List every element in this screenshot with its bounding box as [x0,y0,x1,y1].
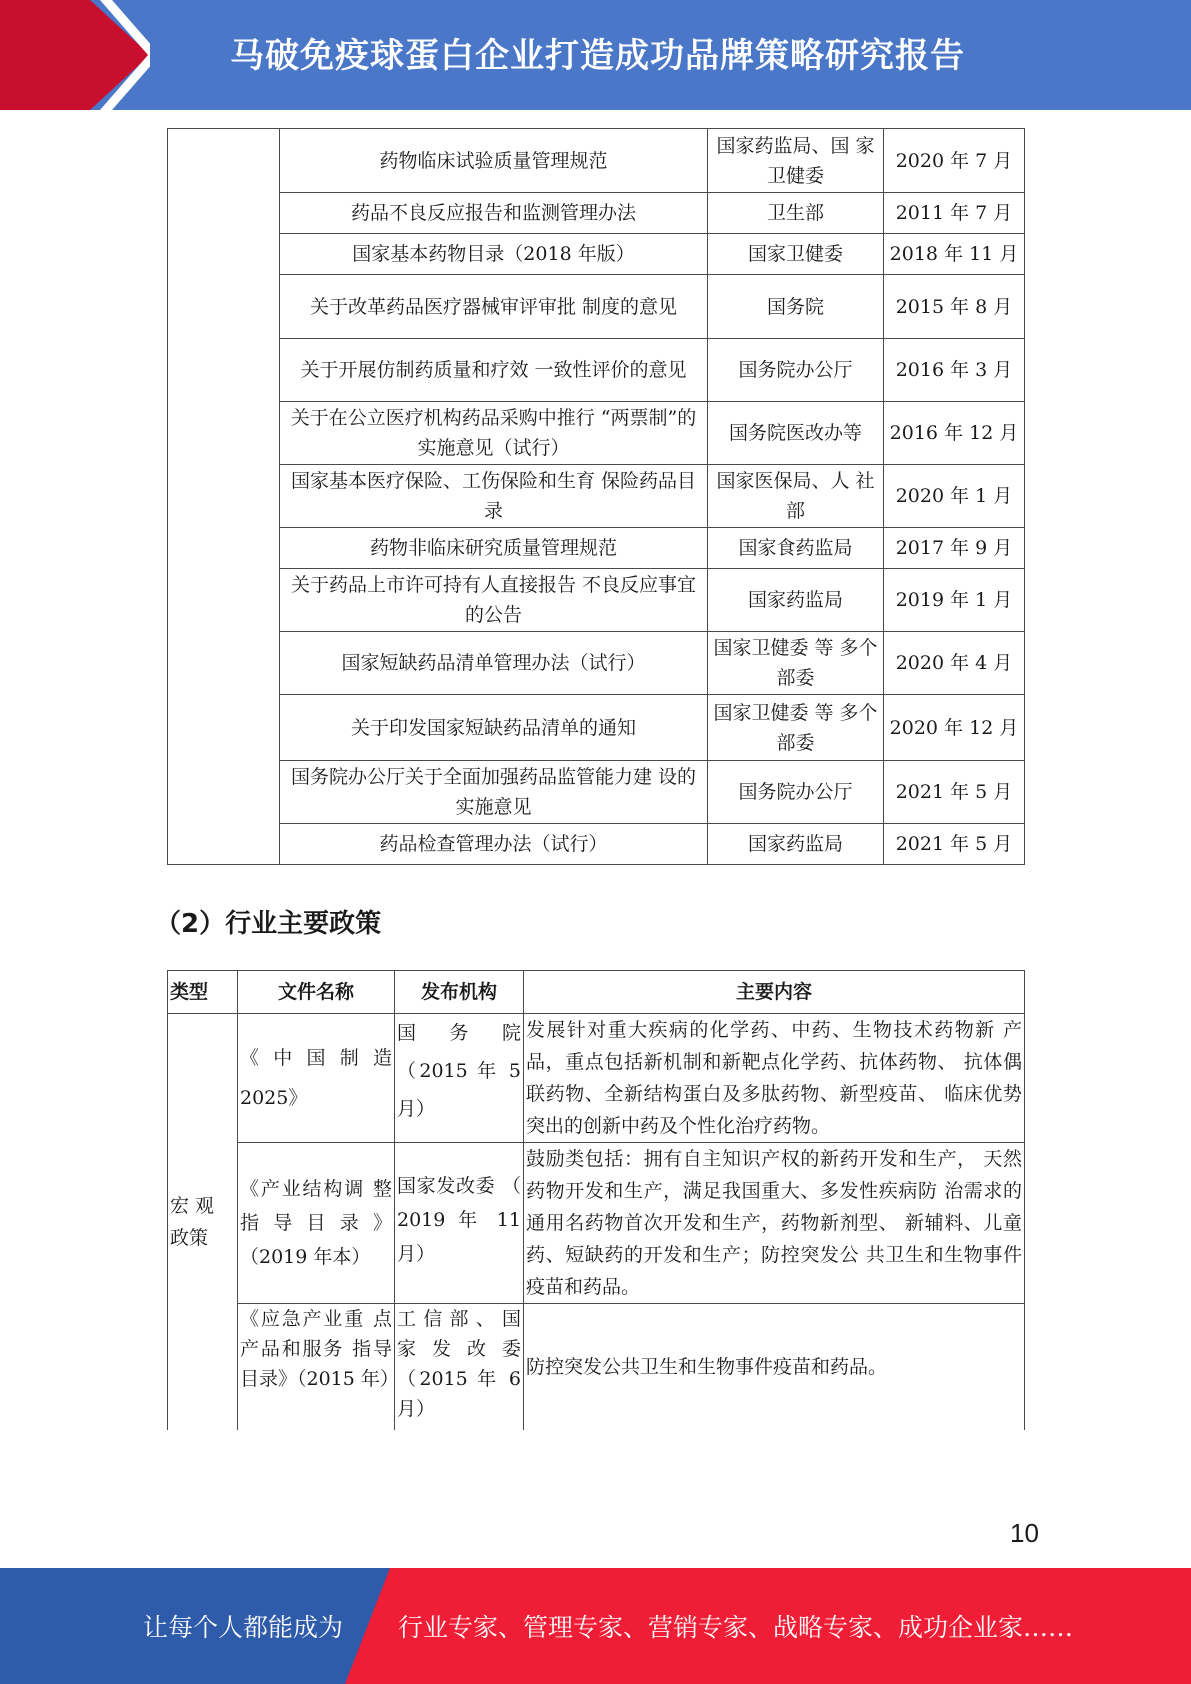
policy-issuing-org: 国家发改委 （ 2019 年 11 月） [395,1143,524,1304]
regulation-org: 国务院 [708,275,884,339]
regulation-date: 2018 年 11 月 [884,234,1025,275]
page-header [0,0,1191,110]
policy-content: 发展针对重大疾病的化学药、中药、生物技术药物新 产品，重点包括新机制和新靶点化学药、抗体药物、 抗体偶联药物、全新结构蛋白及多肽药物、新型疫苗、 临床优势突出的创新中药及个性化治疗药物。 [524,1014,1025,1143]
regulation-date: 2017 年 9 月 [884,528,1025,569]
regulation-org: 国家卫健委 [708,234,884,275]
regulation-name: 国务院办公厅关于全面加强药品监管能力建 设的实施意见 [280,761,708,824]
regulation-name: 国家短缺药品清单管理办法（试行） [280,632,708,695]
header-document-name: 文件名称 [238,971,395,1014]
regulation-name: 药物非临床研究质量管理规范 [280,528,708,569]
regulation-name: 药物临床试验质量管理规范 [280,129,708,193]
policy-type: 宏观政策 [168,1014,238,1430]
regulation-org: 国家医保局、人 社部 [708,465,884,528]
table-row [168,465,1025,528]
table-row [168,129,1025,193]
regulation-date: 2019 年 1 月 [884,569,1025,632]
table-row [168,193,1025,234]
regulation-date: 2020 年 1 月 [884,465,1025,528]
table-header-row [168,971,1025,1014]
regulation-org: 国家药监局、国 家卫健委 [708,129,884,193]
regulation-name: 关于在公立医疗机构药品采购中推行 “两票制”的实施意见（试行） [280,402,708,465]
table-row [168,569,1025,632]
regulation-org: 国务院办公厅 [708,339,884,402]
regulation-name: 国家基本药物目录（2018 年版） [280,234,708,275]
regulation-name: 国家基本医疗保险、工伤保险和生育 保险药品目录 [280,465,708,528]
regulation-date: 2011 年 7 月 [884,193,1025,234]
report-title: 马破免疫球蛋白企业打造成功品牌策略研究报告 [230,36,965,76]
policy-content: 鼓励类包括：拥有自主知识产权的新药开发和生产， 天然药物开发和生产，满足我国重大、多发性疾病防 治需求的通用名药物首次开发和生产，药物新剂型、 新辅料、儿童药、短缺药的开发和生产；防控突发公 共卫生和生物事件疫苗和药品。 [524,1143,1025,1304]
policy-document-name: 《中国制造 2025》 [238,1014,395,1143]
table-row [168,1143,1025,1304]
regulation-name: 关于印发国家短缺药品清单的通知 [280,695,708,761]
regulation-org: 国家药监局 [708,569,884,632]
table-row [168,339,1025,402]
regulation-date: 2020 年 12 月 [884,695,1025,761]
policy-document-name: 《应急产业重 点产品和服务 指导目录》（2015 年） [238,1304,395,1430]
table-row [168,275,1025,339]
table-row [168,1304,1025,1430]
table-row [168,1014,1025,1143]
regulation-name: 关于改革药品医疗器械审评审批 制度的意见 [280,275,708,339]
category-cell-empty [168,129,280,865]
table-row [168,528,1025,569]
section-heading: （2）行业主要政策 [155,909,382,939]
table-row [168,234,1025,275]
regulation-name: 关于药品上市许可持有人直接报告 不良反应事宜的公告 [280,569,708,632]
regulation-org: 国家食药监局 [708,528,884,569]
regulation-org: 国家卫健委 等 多个部委 [708,632,884,695]
regulation-date: 2021 年 5 月 [884,824,1025,865]
regulation-date: 2020 年 7 月 [884,129,1025,193]
regulation-name: 关于开展仿制药质量和疗效 一致性评价的意见 [280,339,708,402]
table-row [168,402,1025,465]
policy-issuing-org: 工 信 部 、 国 家发改委 （2015 年 6 月） [395,1304,524,1430]
table-row [168,824,1025,865]
footer-slogan-left: 让每个人都能成为 [143,1613,344,1642]
regulation-date: 2020 年 4 月 [884,632,1025,695]
industry-policy-table [167,970,1025,1430]
regulation-name: 药品不良反应报告和监测管理办法 [280,193,708,234]
table-row [168,695,1025,761]
header-type: 类型 [168,971,238,1014]
regulation-org: 国务院医改办等 [708,402,884,465]
policy-document-name: 《产业结构调 整指导目录》（2019 年本） [238,1143,395,1304]
page-footer [0,1568,1191,1684]
regulation-org: 国务院办公厅 [708,761,884,824]
footer-slogan-right: 行业专家、管理专家、营销专家、战略专家、成功企业家…… [398,1613,1074,1642]
regulation-org: 国家卫健委 等 多个部委 [708,695,884,761]
table-row [168,632,1025,695]
page-number: 10 [1010,1518,1039,1548]
header-issuing-org: 发布机构 [395,971,524,1014]
regulation-date: 2016 年 3 月 [884,339,1025,402]
regulation-org: 国家药监局 [708,824,884,865]
regulation-date: 2016 年 12 月 [884,402,1025,465]
table-row [168,761,1025,824]
regulation-org: 卫生部 [708,193,884,234]
regulation-date: 2021 年 5 月 [884,761,1025,824]
regulation-name: 药品检查管理办法（试行） [280,824,708,865]
regulations-table [167,128,1025,865]
policy-content: 防控突发公共卫生和生物事件疫苗和药品。 [524,1304,1025,1430]
header-main-content: 主要内容 [524,971,1025,1014]
header-arrow-decoration [0,0,150,110]
regulation-date: 2015 年 8 月 [884,275,1025,339]
policy-issuing-org: 国务院 （2015 年 5 月） [395,1014,524,1143]
